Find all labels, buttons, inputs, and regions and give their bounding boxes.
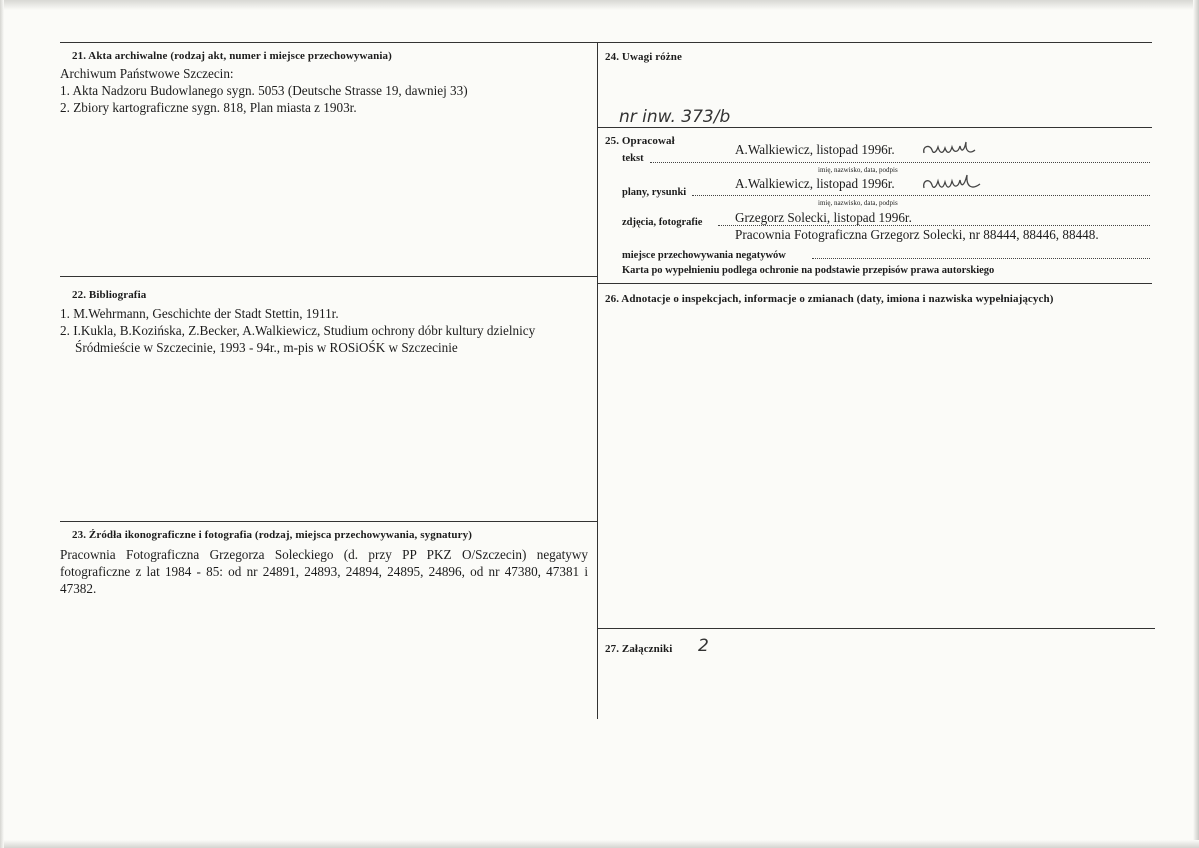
signature-tekst	[920, 138, 980, 158]
center-divider	[597, 42, 598, 719]
section-23-text: Pracownia Fotograficzna Grzegorza Soleckiego (d. przy PP PKZ O/Szczecin) negatywy fotograficzne z lat 1984 - 85: od nr 24891, 24893, 24894, 24895, 24896, od nr 47380, 47381 i 47382.	[60, 547, 588, 596]
section-22-heading: 22. Bibliografia	[72, 289, 147, 301]
section-22-item-2-line-1: 2. I.Kukla, B.Kozińska, Z.Becker, A.Walkiewicz, Studium ochrony dóbr kultury dzielnicy	[60, 323, 536, 338]
zdjecia-label: zdjęcia, fotografie	[622, 217, 703, 228]
negatywy-label: miejsce przechowywania negatywów	[622, 250, 786, 261]
section-21-item-2: 2. Zbiory kartograficzne sygn. 818, Plan miasta z 1903r.	[60, 100, 357, 115]
section-23-heading: 23. Źródła ikonograficzne i fotografia (rodzaj, miejsca przechowywania, sygnatury)	[72, 529, 472, 541]
rule-25-26	[597, 283, 1152, 284]
section-27-heading: 27. Załączniki	[605, 643, 673, 655]
zdjecia-value-2: Pracownia Fotograficzna Grzegorz Solecki, nr 88444, 88446, 88448.	[735, 227, 1099, 242]
section-22-item-1: 1. M.Wehrmann, Geschichte der Stadt Stettin, 1911r.	[60, 306, 339, 321]
tekst-label: tekst	[622, 153, 644, 164]
section-21-heading: 21. Akta archiwalne (rodzaj akt, numer i miejsce przechowywania)	[72, 50, 392, 62]
tekst-caption: imię, nazwisko, data, podpis	[818, 166, 898, 174]
plany-dotted-line	[692, 195, 1150, 196]
rule-22-23	[60, 521, 598, 522]
section-21-item-1: 1. Akta Nadzoru Budowlanego sygn. 5053 (Deutsche Strasse 19, dawniej 33)	[60, 83, 468, 98]
plany-caption: imię, nazwisko, data, podpis	[818, 199, 898, 207]
copyright-note: Karta po wypełnieniu podlega ochronie na podstawie przepisów prawa autorskiego	[622, 265, 995, 276]
plany-value: A.Walkiewicz, listopad 1996r.	[735, 176, 895, 191]
scan-edge-top	[0, 0, 1199, 10]
signature-plany	[920, 172, 985, 194]
section-21-intro: Archiwum Państwowe Szczecin:	[60, 66, 234, 81]
rule-24-25	[597, 127, 1152, 128]
section-25-heading: 25. Opracował	[605, 135, 675, 147]
attachments-count-handwritten: 2	[698, 636, 709, 656]
tekst-value: A.Walkiewicz, listopad 1996r.	[735, 142, 895, 157]
rule-26-27	[597, 628, 1155, 629]
negatywy-dotted-line	[812, 258, 1150, 259]
section-24-heading: 24. Uwagi różne	[605, 51, 682, 63]
tekst-dotted-line	[650, 162, 1150, 163]
plany-label: plany, rysunki	[622, 187, 687, 198]
section-22-item-2-line-2: Śródmieście w Szczecinie, 1993 - 94r., m-pis w ROSiOŚK w Szczecinie	[75, 340, 458, 355]
top-rule	[60, 42, 1152, 43]
section-26-heading: 26. Adnotacje o inspekcjach, informacje o zmianach (daty, imiona i nazwiska wypełniających)	[605, 293, 1054, 305]
scan-edge-left	[0, 0, 4, 848]
rule-21-22	[60, 276, 598, 277]
scan-edge-bottom	[0, 840, 1199, 848]
inventory-number-handwritten: nr inw. 373/b	[619, 107, 731, 127]
scan-edge-right	[1193, 0, 1199, 848]
zdjecia-value-1: Grzegorz Solecki, listopad 1996r.	[735, 210, 912, 225]
